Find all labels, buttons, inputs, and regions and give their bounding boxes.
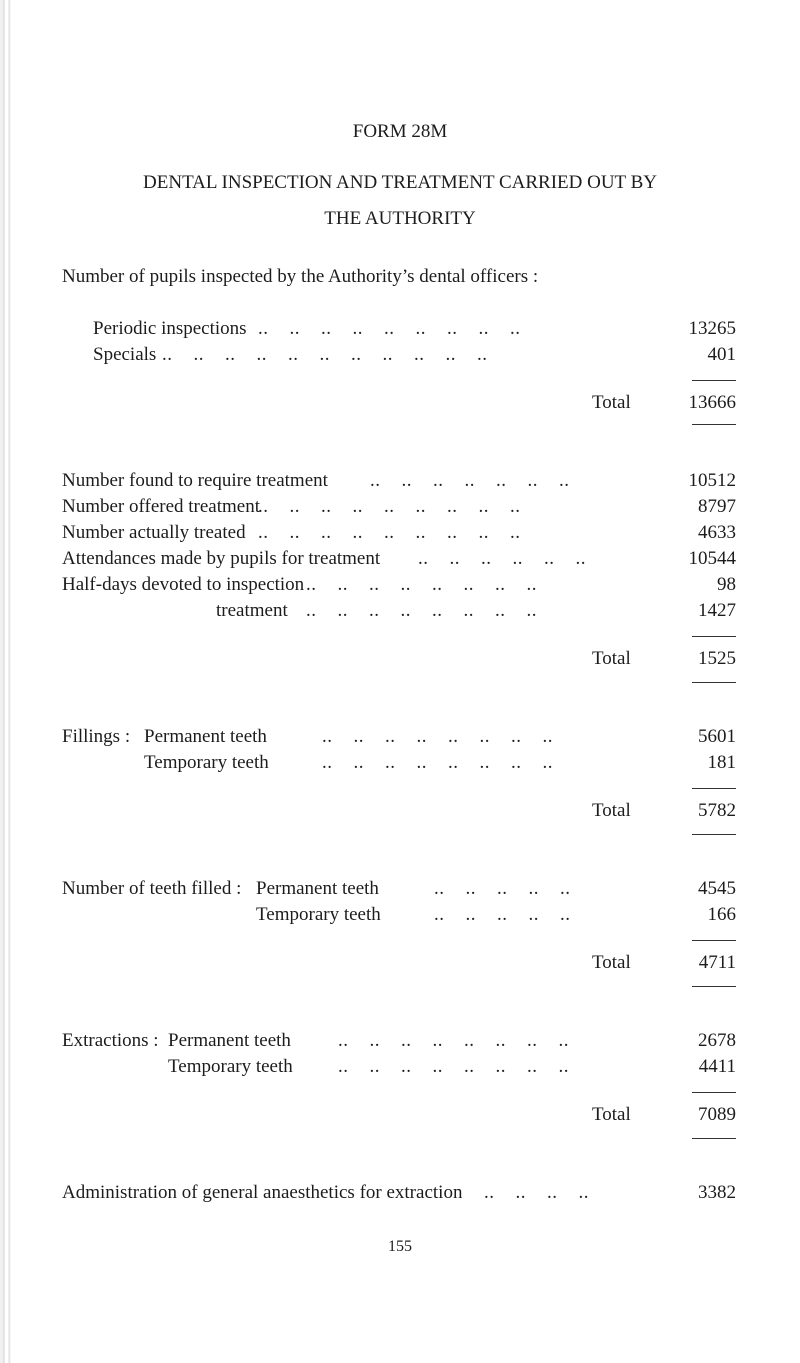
teeth-filled-permanent-label: Permanent teeth [256,878,379,899]
total-rule [692,380,736,381]
specials-label: Specials [93,344,157,365]
anaesthetics-value: 3382 [698,1182,736,1203]
require-value: 10512 [688,470,736,491]
periodic-value: 13265 [688,318,736,339]
teeth-filled-temporary-value: 166 [707,904,736,925]
subtitle: Number of pupils inspected by the Authority’s dental officers : [62,266,539,287]
leader-dots: .. .. .. .. .. .. .. .. [306,574,537,595]
attendances-label: Attendances made by pupils for treatment [62,548,381,569]
extractions-permanent-value: 2678 [698,1030,736,1051]
halfdays-inspection-value: 98 [717,574,736,595]
offered-label: Number offered treatment [62,496,261,517]
fillings-permanent-value: 5601 [698,726,736,747]
extractions-label: Extractions : [62,1030,159,1051]
teeth-filled-total: 4711 [698,952,736,973]
fillings-total: 5782 [698,800,736,821]
leader-dots: .. .. .. .. .. .. .. .. [322,726,553,747]
binding-edge [0,0,14,1363]
require-label: Number found to require treatment [62,470,328,491]
total-label: Total [592,648,631,669]
leader-dots: .. .. .. .. [484,1182,589,1203]
halfdays-inspection-label: Half-days devoted to inspection [62,574,305,595]
offered-value: 8797 [698,496,736,517]
teeth-filled-temporary-label: Temporary teeth [256,904,381,925]
extractions-permanent-label: Permanent teeth [168,1030,291,1051]
extractions-temporary-label: Temporary teeth [168,1056,293,1077]
total-rule [692,1092,736,1093]
total-rule [692,682,736,683]
leader-dots: .. .. .. .. .. [434,904,571,925]
treated-label: Number actually treated [62,522,246,543]
title-line-2: THE AUTHORITY [324,208,476,229]
leader-dots: .. .. .. .. .. .. .. .. [306,600,537,621]
leader-dots: .. .. .. .. .. .. .. .. [322,752,553,773]
teeth-filled-label: Number of teeth filled : [62,878,242,899]
halfdays-treatment-label: treatment [216,600,288,621]
total-rule [692,834,736,835]
periodic-label: Periodic inspections [93,318,247,339]
form-code: FORM 28M [352,121,448,142]
leader-dots: .. .. .. .. .. .. .. [370,470,570,491]
total-label: Total [592,1104,631,1125]
page-number: 155 [388,1238,412,1255]
halfdays-total: 1525 [698,648,736,669]
leader-dots: .. .. .. .. .. .. .. .. .. [258,496,521,517]
fillings-label: Fillings : [62,726,131,747]
total-label: Total [592,800,631,821]
inspected-total: 13666 [688,392,736,413]
total-label: Total [592,952,631,973]
leader-dots: .. .. .. .. .. .. [418,548,586,569]
total-rule [692,986,736,987]
total-rule [692,1138,736,1139]
specials-value: 401 [707,344,736,365]
anaesthetics-label: Administration of general anaesthetics for extraction [62,1182,463,1203]
leader-dots: .. .. .. .. .. .. .. .. [338,1030,569,1051]
attendances-value: 10544 [688,548,736,569]
total-label: Total [592,392,631,413]
extractions-temporary-value: 4411 [698,1056,736,1077]
treated-value: 4633 [698,522,736,543]
leader-dots: .. .. .. .. .. .. .. .. .. [258,522,521,543]
fillings-permanent-label: Permanent teeth [144,726,267,747]
leader-dots: .. .. .. .. .. .. .. .. [338,1056,569,1077]
halfdays-treatment-value: 1427 [698,600,736,621]
total-rule [692,636,736,637]
extractions-total: 7089 [698,1104,736,1125]
total-rule [692,940,736,941]
leader-dots: .. .. .. .. .. [434,878,571,899]
fillings-temporary-label: Temporary teeth [144,752,269,773]
total-rule [692,788,736,789]
leader-dots: .. .. .. .. .. .. .. .. .. [258,318,521,339]
leader-dots: .. .. .. .. .. .. .. .. .. .. .. [162,344,488,365]
title-line-1: DENTAL INSPECTION AND TREATMENT CARRIED OUT BY [143,172,657,193]
teeth-filled-permanent-value: 4545 [698,878,736,899]
fillings-temporary-value: 181 [707,752,736,773]
total-rule [692,424,736,425]
